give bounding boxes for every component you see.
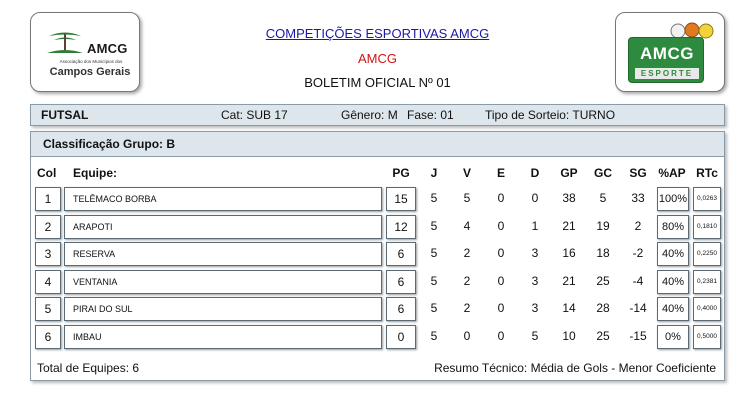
row-team: RESERVA — [64, 242, 382, 266]
row-d: 5 — [531, 328, 539, 343]
row-d: 1 — [531, 218, 539, 233]
row-pg: 6 — [386, 297, 416, 321]
col-header-ap: %AP — [658, 166, 686, 180]
row-gp: 16 — [562, 246, 576, 260]
logo-left-region: Campos Gerais — [49, 66, 131, 78]
row-d: 0 — [531, 191, 539, 205]
row-d: 3 — [531, 246, 539, 260]
row-position: 6 — [35, 325, 61, 349]
row-e: 0 — [497, 301, 505, 315]
row-pg: 6 — [386, 270, 416, 294]
total-teams: Total de Equipes: 6 — [37, 361, 140, 375]
row-pg: 0 — [386, 325, 416, 349]
row-j: 5 — [430, 328, 438, 343]
row-sg: -14 — [629, 301, 647, 315]
col-header-gp: GP — [560, 166, 578, 180]
col-header-team: Equipe: — [73, 166, 117, 180]
technical-summary: Resumo Técnico: Média de Gols - Menor Coeficiente — [434, 361, 716, 375]
col-header-d: D — [530, 166, 540, 180]
org-title: AMCG — [358, 51, 397, 66]
row-gc: 19 — [596, 218, 610, 233]
row-pg: 12 — [386, 215, 416, 239]
col-header-rtc: RTc — [696, 166, 718, 180]
row-sg: 2 — [634, 218, 642, 233]
row-v: 2 — [463, 246, 471, 260]
row-gp: 21 — [562, 273, 576, 288]
row-sg: 33 — [631, 191, 645, 205]
row-j: 5 — [430, 218, 438, 233]
row-ap: 100% — [657, 187, 689, 211]
row-ap: 0% — [657, 325, 689, 349]
standings-panel — [30, 131, 725, 381]
phase-label: Fase: 01 — [407, 108, 454, 122]
row-gc: 25 — [596, 328, 610, 343]
row-position: 4 — [35, 270, 61, 294]
row-sg: -4 — [632, 273, 644, 288]
row-position: 1 — [35, 187, 61, 211]
row-ap: 40% — [657, 270, 689, 294]
row-gp: 14 — [562, 301, 576, 315]
row-team: ARAPOTI — [64, 215, 382, 239]
table-row — [31, 187, 724, 214]
row-team: PIRAI DO SUL — [64, 297, 382, 321]
row-rtc: 0,4000 — [693, 297, 721, 321]
category-label: Cat: SUB 17 — [221, 108, 288, 122]
bulletin-title: BOLETIM OFICIAL Nº 01 — [304, 75, 451, 90]
gender-label: Gênero: M — [341, 108, 398, 122]
row-gc: 28 — [596, 301, 610, 315]
row-d: 3 — [531, 273, 539, 288]
standings-footer — [31, 356, 724, 380]
row-gp: 10 — [562, 328, 576, 343]
row-d: 3 — [531, 301, 539, 315]
sport-label: FUTSAL — [41, 108, 89, 122]
row-rtc: 0,1810 — [693, 215, 721, 239]
col-header-gc: GC — [594, 166, 612, 180]
row-v: 2 — [463, 273, 471, 288]
row-gp: 21 — [562, 218, 576, 233]
logo-right-tag: ESPORTE — [635, 68, 699, 79]
row-pg: 6 — [386, 242, 416, 266]
title-block — [150, 12, 605, 90]
logo-left-name: AMCG — [87, 41, 128, 56]
row-e: 0 — [497, 273, 505, 288]
esporte-badge — [628, 37, 704, 83]
draw-type-label: Tipo de Sorteio: TURNO — [485, 108, 616, 122]
row-j: 5 — [430, 301, 438, 315]
araucaria-tree-icon — [45, 27, 85, 55]
amcg-esporte-logo — [615, 12, 725, 92]
col-header-e: E — [496, 166, 505, 180]
row-ap: 80% — [657, 215, 689, 239]
row-position: 2 — [35, 215, 61, 239]
logo-left-assoc: Associação dos Municípios dos — [59, 59, 123, 64]
table-row — [31, 270, 724, 297]
row-rtc: 0,2250 — [693, 242, 721, 266]
row-position: 3 — [35, 242, 61, 266]
row-sg: -2 — [632, 246, 644, 260]
group-title: Classificação Grupo: B — [31, 132, 724, 157]
col-header-j: J — [430, 166, 438, 180]
logo-right-name: AMCG — [640, 44, 694, 63]
row-team: TELÊMACO BORBA — [64, 187, 382, 211]
row-v: 2 — [463, 301, 471, 315]
row-gc: 5 — [599, 191, 607, 205]
row-ap: 40% — [657, 242, 689, 266]
table-row — [31, 242, 724, 269]
row-rtc: 0,5000 — [693, 325, 721, 349]
competition-info-bar — [30, 104, 725, 126]
row-gc: 18 — [596, 246, 610, 260]
row-j: 5 — [430, 246, 438, 260]
table-row — [31, 325, 724, 352]
row-ap: 40% — [657, 297, 689, 321]
col-header-pos: Col — [37, 166, 57, 180]
page-header — [30, 12, 725, 97]
row-j: 5 — [430, 273, 438, 288]
row-team: VENTANIA — [64, 270, 382, 294]
row-position: 5 — [35, 297, 61, 321]
row-v: 5 — [463, 191, 471, 205]
row-pg: 15 — [386, 187, 416, 211]
row-gp: 38 — [562, 191, 576, 205]
row-e: 0 — [497, 328, 505, 343]
competitions-link[interactable]: COMPETIÇÕES ESPORTIVAS AMCG — [265, 26, 490, 41]
row-e: 0 — [497, 218, 505, 233]
row-rtc: 0,2381 — [693, 270, 721, 294]
amcg-logo — [30, 12, 140, 92]
row-e: 0 — [497, 191, 505, 205]
col-header-sg: SG — [629, 166, 647, 180]
row-j: 5 — [430, 191, 438, 205]
table-row — [31, 215, 724, 242]
row-gc: 25 — [596, 273, 610, 288]
row-v: 0 — [463, 328, 471, 343]
table-row — [31, 297, 724, 324]
row-e: 0 — [497, 246, 505, 260]
row-rtc: 0,0263 — [693, 187, 721, 211]
col-header-pg: PG — [392, 166, 410, 180]
row-sg: -15 — [629, 328, 647, 343]
row-v: 4 — [463, 218, 471, 233]
col-header-v: V — [462, 166, 471, 180]
row-team: IMBAU — [64, 325, 382, 349]
